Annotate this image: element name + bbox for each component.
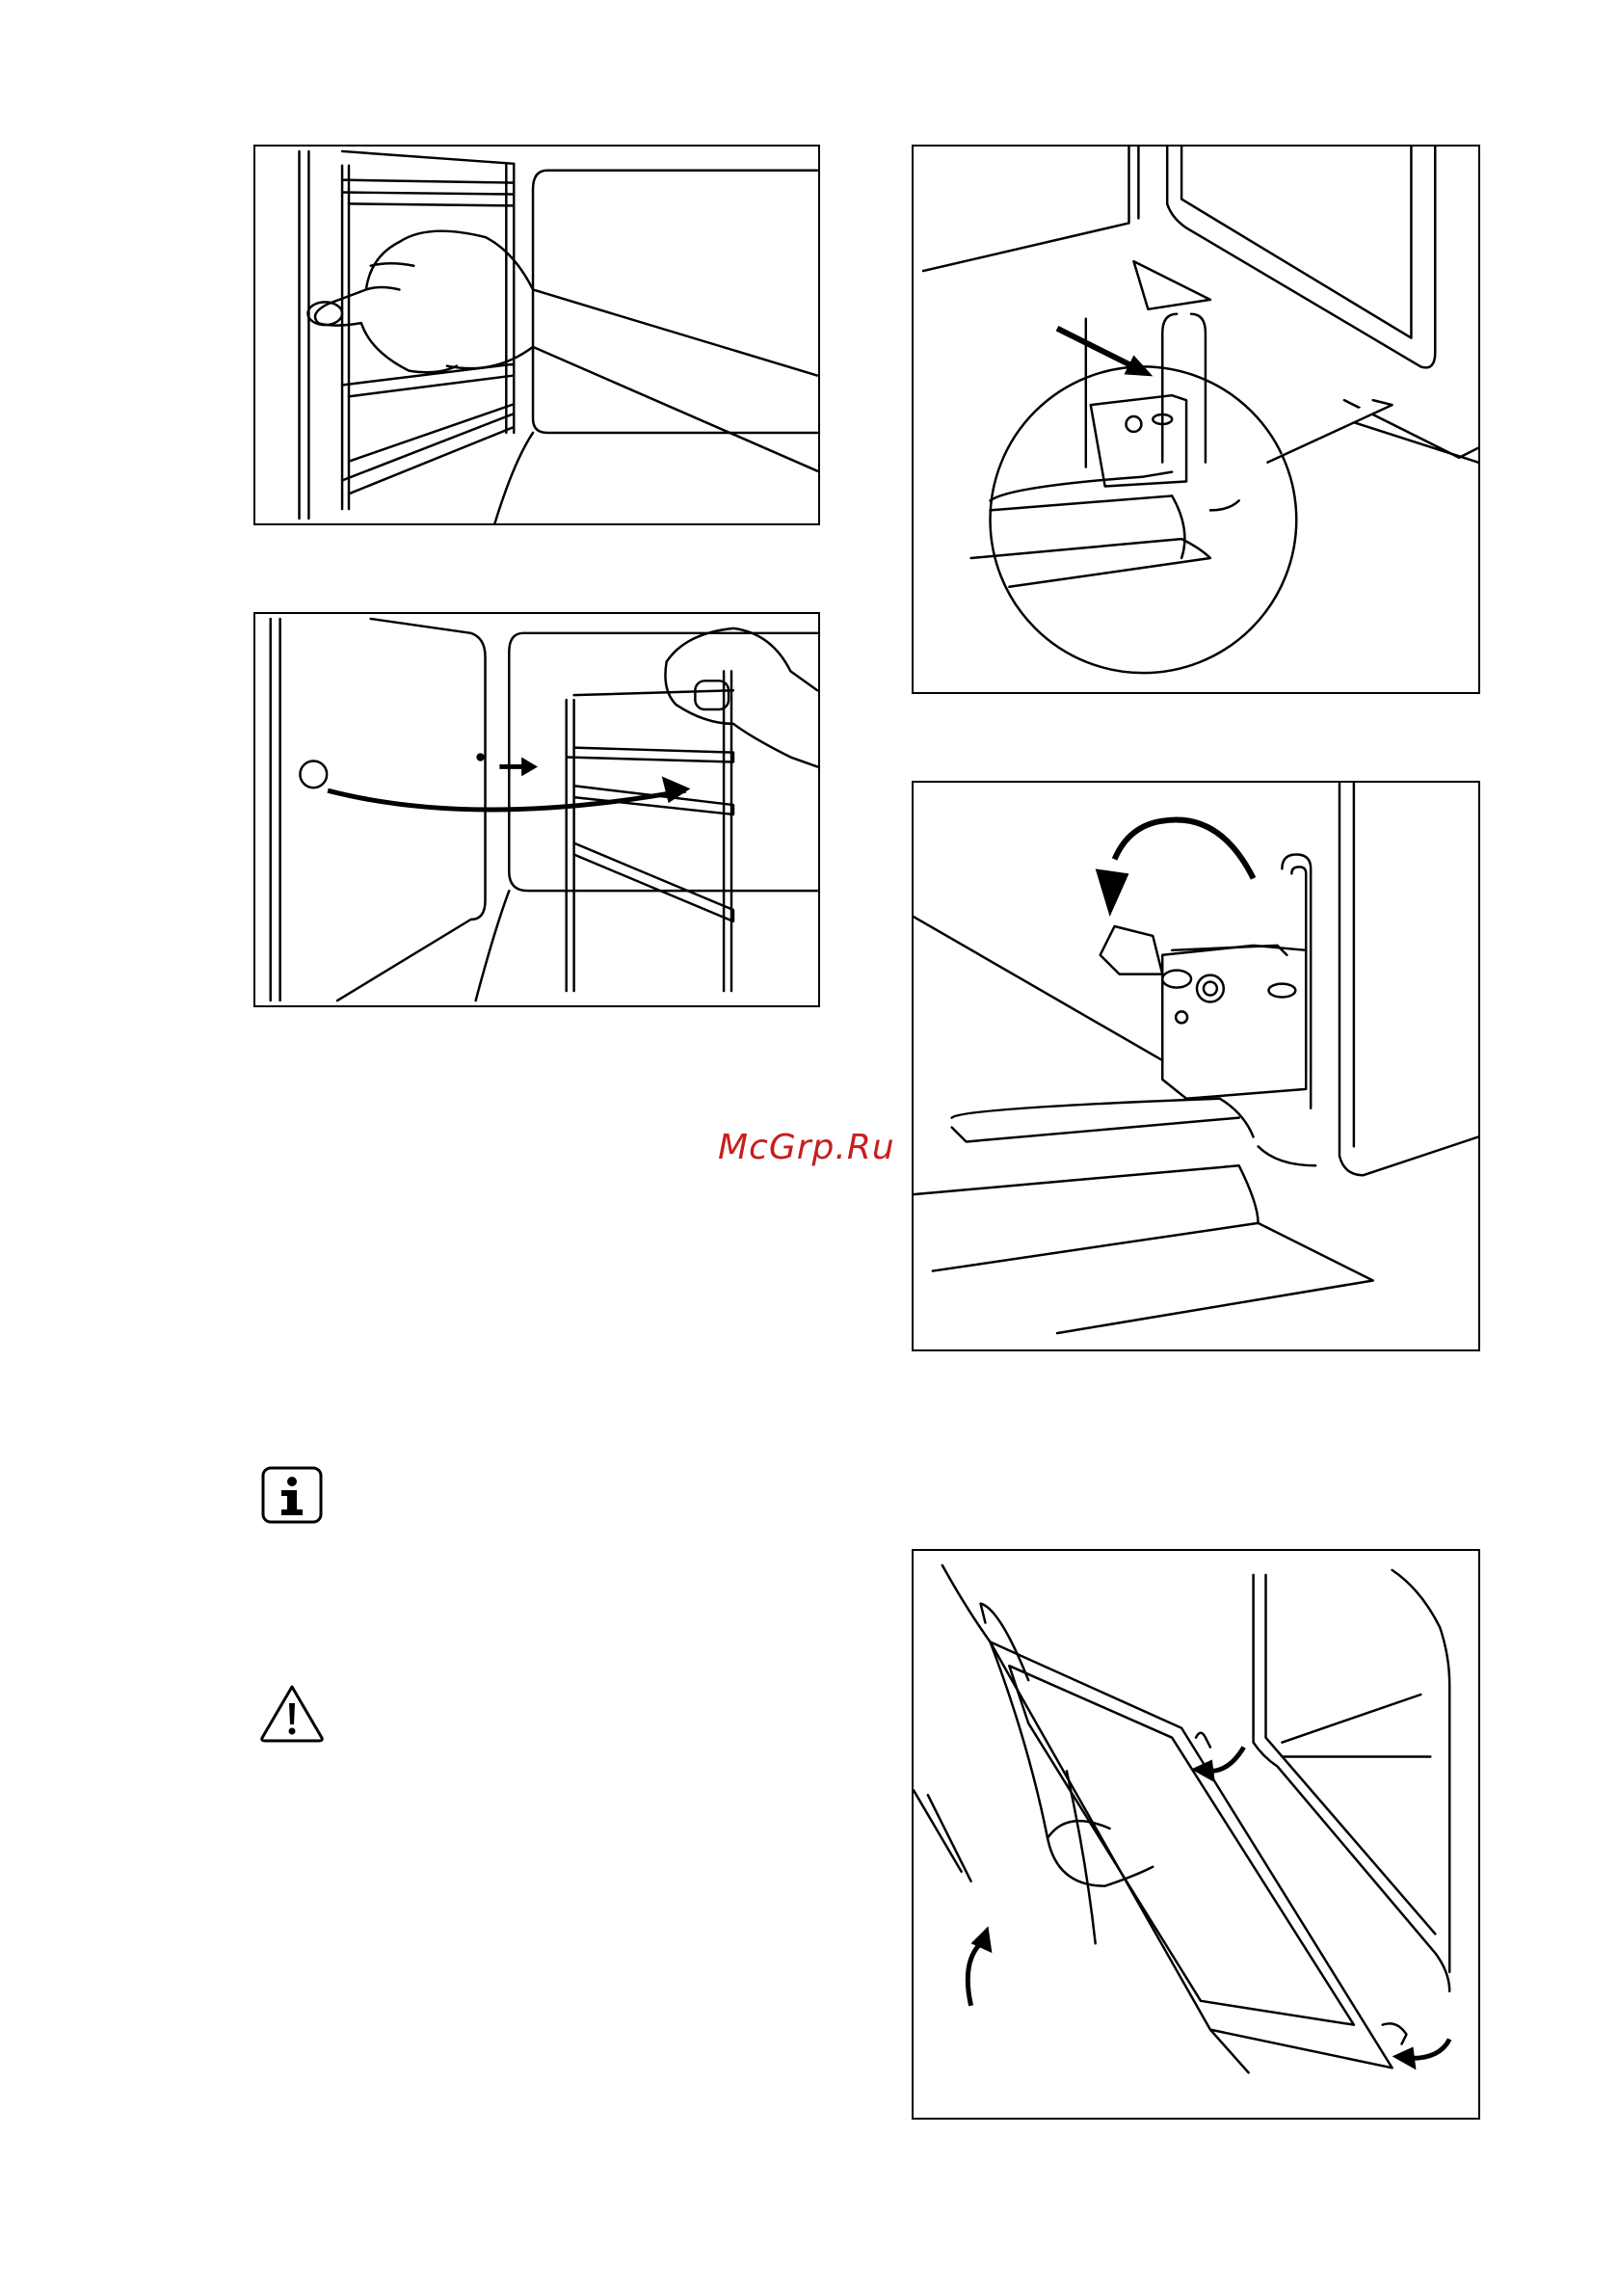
illustration-install-shelf-support xyxy=(255,614,818,1005)
watermark-text: McGrp.Ru xyxy=(718,1128,895,1167)
figure-door-hinge-detail xyxy=(912,145,1480,694)
figure-remove-shelf-support xyxy=(253,145,820,525)
illustration-lift-door-off xyxy=(914,1551,1478,2118)
warning-icon xyxy=(258,1682,326,1744)
figure-install-shelf-support xyxy=(253,612,820,1007)
info-icon xyxy=(260,1465,324,1525)
figure-hinge-lever-rotate xyxy=(912,781,1480,1351)
figure-lift-door-off xyxy=(912,1549,1480,2120)
illustration-remove-shelf-support xyxy=(255,147,818,523)
illustration-door-hinge-detail xyxy=(914,147,1478,692)
illustration-hinge-lever-rotate xyxy=(914,783,1478,1349)
